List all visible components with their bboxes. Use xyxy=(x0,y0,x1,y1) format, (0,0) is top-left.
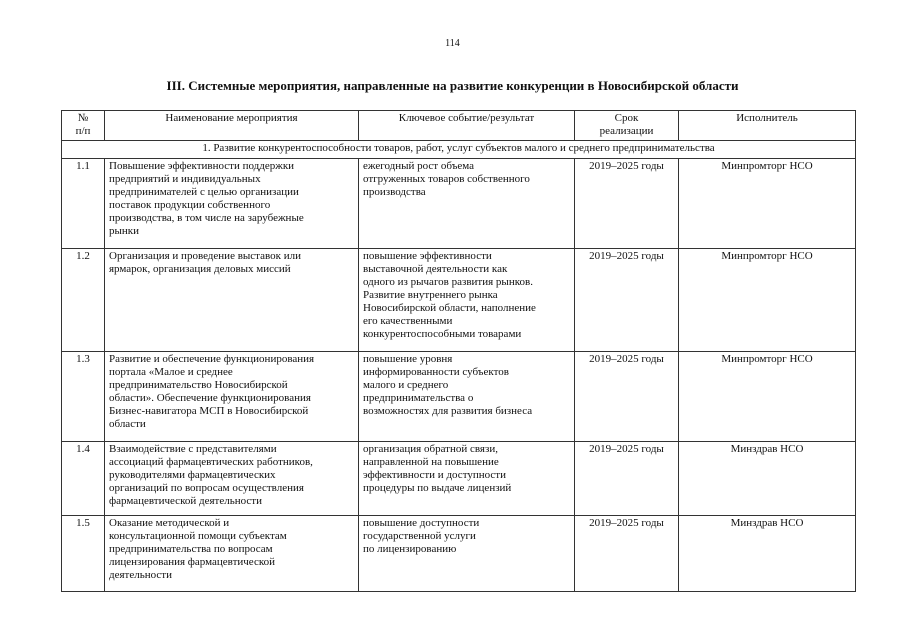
row-number: 1.2 xyxy=(62,249,105,352)
term: 2019–2025 годы xyxy=(575,352,679,442)
text-line: предприятий и индивидуальных xyxy=(109,173,261,185)
text-line: повышение эффективности xyxy=(363,250,492,262)
text-line: конкурентоспособными товарами xyxy=(363,328,522,340)
header-event: Ключевое событие/результат xyxy=(359,111,575,141)
text-line: портала «Малое и среднее xyxy=(109,366,233,378)
text-line: возможностях для развития бизнеса xyxy=(363,405,533,417)
text-line: одного из рычагов развития рынков. xyxy=(363,276,533,288)
row-number: 1.5 xyxy=(62,516,105,592)
text-line: Бизнес-навигатора МСП в Новосибирской xyxy=(109,405,309,417)
text-line: его качественными xyxy=(363,315,453,327)
table-row xyxy=(62,159,856,249)
section-title: 1. Развитие конкурентоспособности товаров, работ, услуг субъектов малого и среднего предпринимательства xyxy=(62,141,856,159)
text-line: предпринимателей с целью организации xyxy=(109,186,299,198)
text-line: направленной на повышение xyxy=(363,456,499,468)
text-line: организация обратной связи, xyxy=(363,443,498,455)
term: 2019–2025 годы xyxy=(575,516,679,592)
text-line: Развитие внутреннего рынка xyxy=(363,289,498,301)
row-number: 1.4 xyxy=(62,442,105,516)
executor: Минпромторг НСО xyxy=(679,249,856,352)
text-line: ассоциаций фармацевтических работников, xyxy=(109,456,313,468)
text-line: поставок продукции собственного xyxy=(109,199,271,211)
text-line: Повышение эффективности поддержки xyxy=(109,160,295,172)
row-number: 1.1 xyxy=(62,159,105,249)
section-row xyxy=(62,141,856,159)
header-term-line2: реализации xyxy=(599,125,654,137)
executor: Минпромторг НСО xyxy=(679,159,856,249)
text-line: Развитие и обеспечение функционирования xyxy=(109,353,315,365)
key-event xyxy=(359,159,575,249)
header-name: Наименование мероприятия xyxy=(105,111,359,141)
text-line: по лицензированию xyxy=(363,543,457,555)
header-number-symbol: № xyxy=(77,112,89,124)
text-line: предпринимательства по вопросам xyxy=(109,543,273,555)
term: 2019–2025 годы xyxy=(575,159,679,249)
text-line: повышение доступности xyxy=(363,517,480,529)
text-line: рынки xyxy=(109,225,140,237)
table-header-row xyxy=(62,111,856,141)
row-number: 1.3 xyxy=(62,352,105,442)
table-row xyxy=(62,516,856,592)
text-line: области xyxy=(109,418,146,430)
executor: Минпромторг НСО xyxy=(679,352,856,442)
key-event xyxy=(359,516,575,592)
table-row xyxy=(62,352,856,442)
text-line: производства, в том числе на зарубежные xyxy=(109,212,304,224)
key-event xyxy=(359,352,575,442)
text-line: Взаимодействие с представителями xyxy=(109,443,277,455)
text-line: организаций по вопросам осуществления xyxy=(109,482,304,494)
executor: Минздрав НСО xyxy=(679,442,856,516)
measures-table xyxy=(61,110,856,592)
text-line: области». Обеспечение функционирования xyxy=(109,392,311,404)
header-number xyxy=(62,111,105,141)
text-line: выставочной деятельности как xyxy=(363,263,508,275)
text-line: ярмарок, организация деловых миссий xyxy=(109,263,291,275)
text-line: деятельности xyxy=(109,569,172,581)
measure-name xyxy=(105,516,359,592)
page-number: 114 xyxy=(445,38,460,49)
term: 2019–2025 годы xyxy=(575,442,679,516)
text-line: консультационной помощи субъектам xyxy=(109,530,287,542)
header-number-abbr: п/п xyxy=(75,125,91,137)
text-line: предпринимательства о xyxy=(363,392,474,404)
text-line: отгруженных товаров собственного xyxy=(363,173,530,185)
executor: Минздрав НСО xyxy=(679,516,856,592)
text-line: Организация и проведение выставок или xyxy=(109,250,301,262)
measure-name xyxy=(105,159,359,249)
text-line: повышение уровня xyxy=(363,353,453,365)
header-term-line1: Срок xyxy=(614,112,639,124)
measure-name xyxy=(105,442,359,516)
text-line: руководителями фармацевтических xyxy=(109,469,276,481)
header-term xyxy=(575,111,679,141)
text-line: информированности субъектов xyxy=(363,366,509,378)
key-event xyxy=(359,249,575,352)
text-line: лицензирования фармацевтической xyxy=(109,556,276,568)
text-line: предпринимательство Новосибирской xyxy=(109,379,288,391)
term: 2019–2025 годы xyxy=(575,249,679,352)
text-line: Новосибирской области, наполнение xyxy=(363,302,536,314)
text-line: ежегодный рост объема xyxy=(363,160,475,172)
text-line: Оказание методической и xyxy=(109,517,230,529)
text-line: производства xyxy=(363,186,426,198)
measure-name xyxy=(105,249,359,352)
text-line: малого и среднего xyxy=(363,379,449,391)
text-line: фармацевтической деятельности xyxy=(109,495,262,507)
table-row xyxy=(62,249,856,352)
text-line: процедуры по выдаче лицензий xyxy=(363,482,512,494)
measure-name xyxy=(105,352,359,442)
key-event xyxy=(359,442,575,516)
text-line: государственной услуги xyxy=(363,530,476,542)
header-executor: Исполнитель xyxy=(679,111,856,141)
page-title: III. Системные мероприятия, направленные на развитие конкуренции в Новосибирской области xyxy=(166,78,739,93)
table-row xyxy=(62,442,856,516)
text-line: эффективности и доступности xyxy=(363,469,506,481)
